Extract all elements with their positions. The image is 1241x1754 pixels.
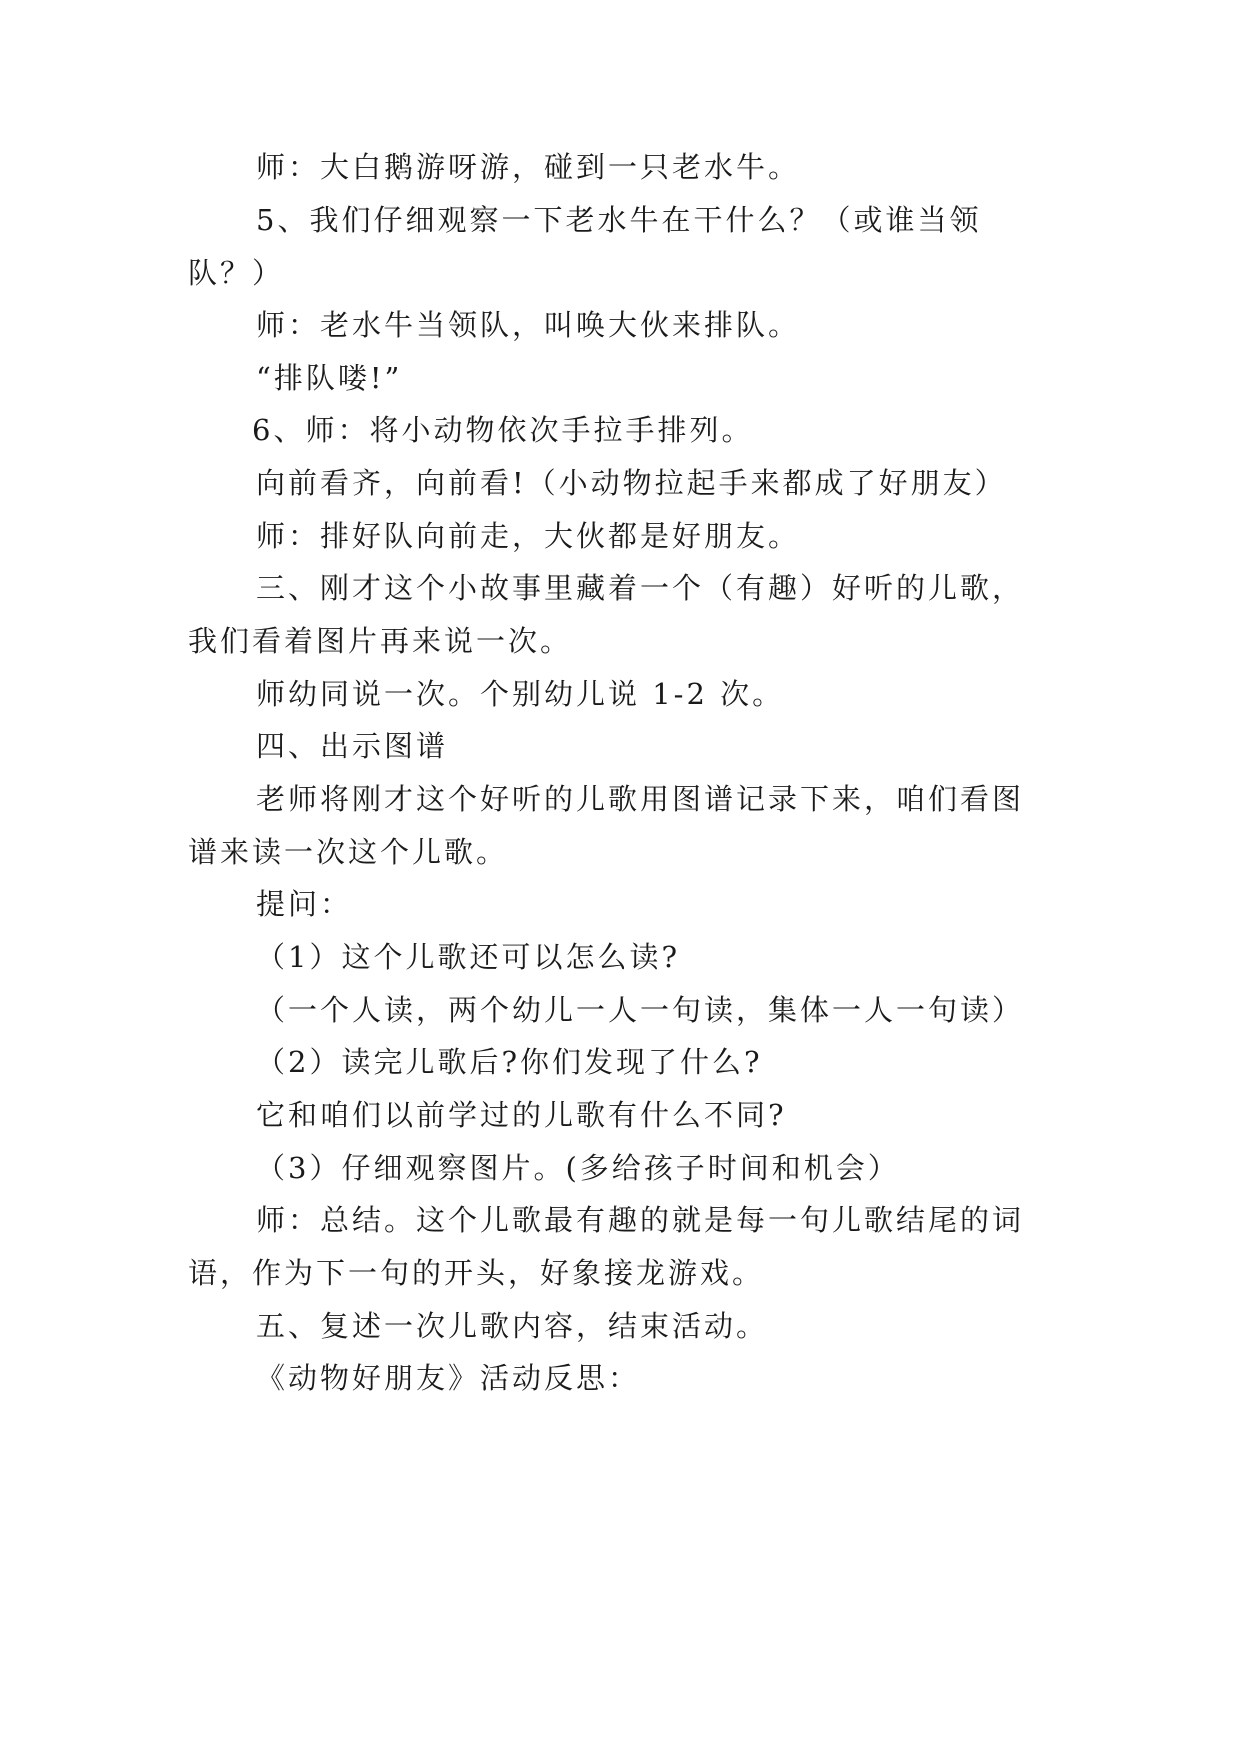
text-line: （1）这个儿歌还可以怎么读? xyxy=(256,940,680,974)
text-line: 老师将刚才这个好听的儿歌用图谱记录下来，咱们看图 xyxy=(256,782,1025,816)
text-line: 语，作为下一句的开头，好象接龙游戏。 xyxy=(188,1256,765,1290)
text-line: 师：总结。这个儿歌最有趣的就是每一句儿歌结尾的词 xyxy=(256,1203,1025,1237)
text-line: 师：老水牛当领队，叫唤大伙来排队。 xyxy=(256,308,801,342)
text-line: 谱来读一次这个儿歌。 xyxy=(188,835,509,869)
text-line: 6、师：将小动物依次手拉手排列。 xyxy=(252,413,754,447)
text-line: （3）仔细观察图片。(多给孩子时间和机会） xyxy=(256,1151,900,1185)
text-line: 提问： xyxy=(256,887,353,921)
text-line: 四、出示图谱 xyxy=(256,729,449,763)
text-line: 师：大白鹅游呀游，碰到一只老水牛。 xyxy=(256,150,801,184)
text-line: 我们看着图片再来说一次。 xyxy=(188,624,573,658)
text-line: （2）读完儿歌后?你们发现了什么? xyxy=(256,1045,763,1079)
text-line: “排队喽!” xyxy=(256,361,403,395)
text-line: 5、我们仔细观察一下老水牛在干什么？（或谁当领 xyxy=(256,203,982,237)
text-line: （一个人读，两个幼儿一人一句读，集体一人一句读） xyxy=(256,993,1025,1027)
text-line: 五、复述一次儿歌内容，结束活动。 xyxy=(256,1309,769,1343)
text-line: 三、刚才这个小故事里藏着一个（有趣）好听的儿歌， xyxy=(256,571,1025,605)
text-line: 向前看齐，向前看!（小动物拉起手来都成了好朋友） xyxy=(256,466,1007,500)
text-line: 师：排好队向前走，大伙都是好朋友。 xyxy=(256,519,801,553)
text-line: 队？） xyxy=(188,256,285,290)
text-line: 师幼同说一次。个别幼儿说 1-2 次。 xyxy=(256,677,785,711)
text-line: 《动物好朋友》活动反思： xyxy=(256,1361,641,1395)
text-line: 它和咱们以前学过的儿歌有什么不同? xyxy=(256,1098,787,1132)
